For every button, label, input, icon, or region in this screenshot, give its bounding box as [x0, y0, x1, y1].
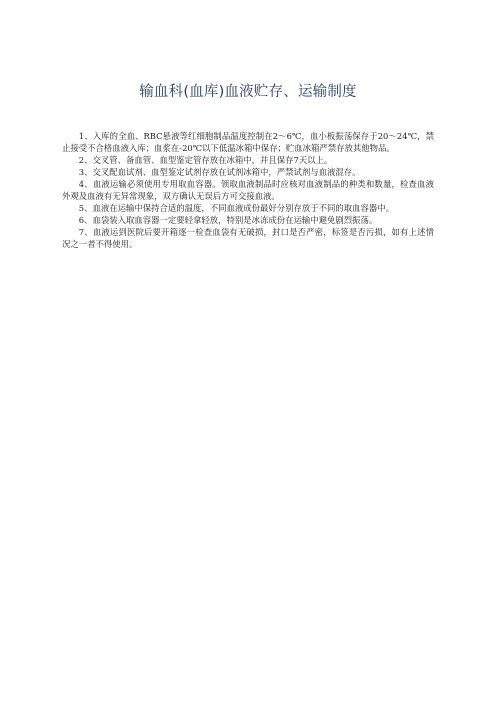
paragraph-7: 7、血液运到医院后要开箱逐一检查血袋有无破损，封口是否严密，标签是否污损，如有上述情况之一者不得使用。 — [62, 227, 434, 249]
paragraph-1: 1、入库的全血、RBC悬液等红细胞制品温度控制在2～6℃，血小板振荡保存于20～24℃，禁止接受不合格血液入库；血浆在-20℃以下低温冰箱中保存；贮血冰箱严禁存放其他物品。 — [62, 131, 434, 153]
paragraph-2: 2、交叉管、备血管、血型鉴定管存放在冰箱中，并且保存7天以上。 — [78, 155, 333, 165]
paragraph-6: 6、血袋装入取血容器一定要轻拿轻放，特别是冰冻成份在运输中避免剧烈振荡。 — [78, 215, 378, 225]
paragraph-4: 4、血液运输必须使用专用取血容器。领取血液制品时应核对血液制品的种类和数量，检查血液外观及血液有无异常现象，双方确认无误后方可交接血液。 — [62, 179, 434, 201]
document-body — [62, 130, 434, 250]
document-title: 输血科(血库)血液贮存、运输制度 — [139, 84, 357, 100]
paragraph-5: 5、血液在运输中保持合适的温度，不同血液成份最好分别存放于不同的取血容器中。 — [78, 203, 394, 213]
paragraph-3: 3、交叉配血试剂、血型鉴定试剂存放在试剂冰箱中，严禁试剂与血液混存。 — [78, 167, 361, 177]
